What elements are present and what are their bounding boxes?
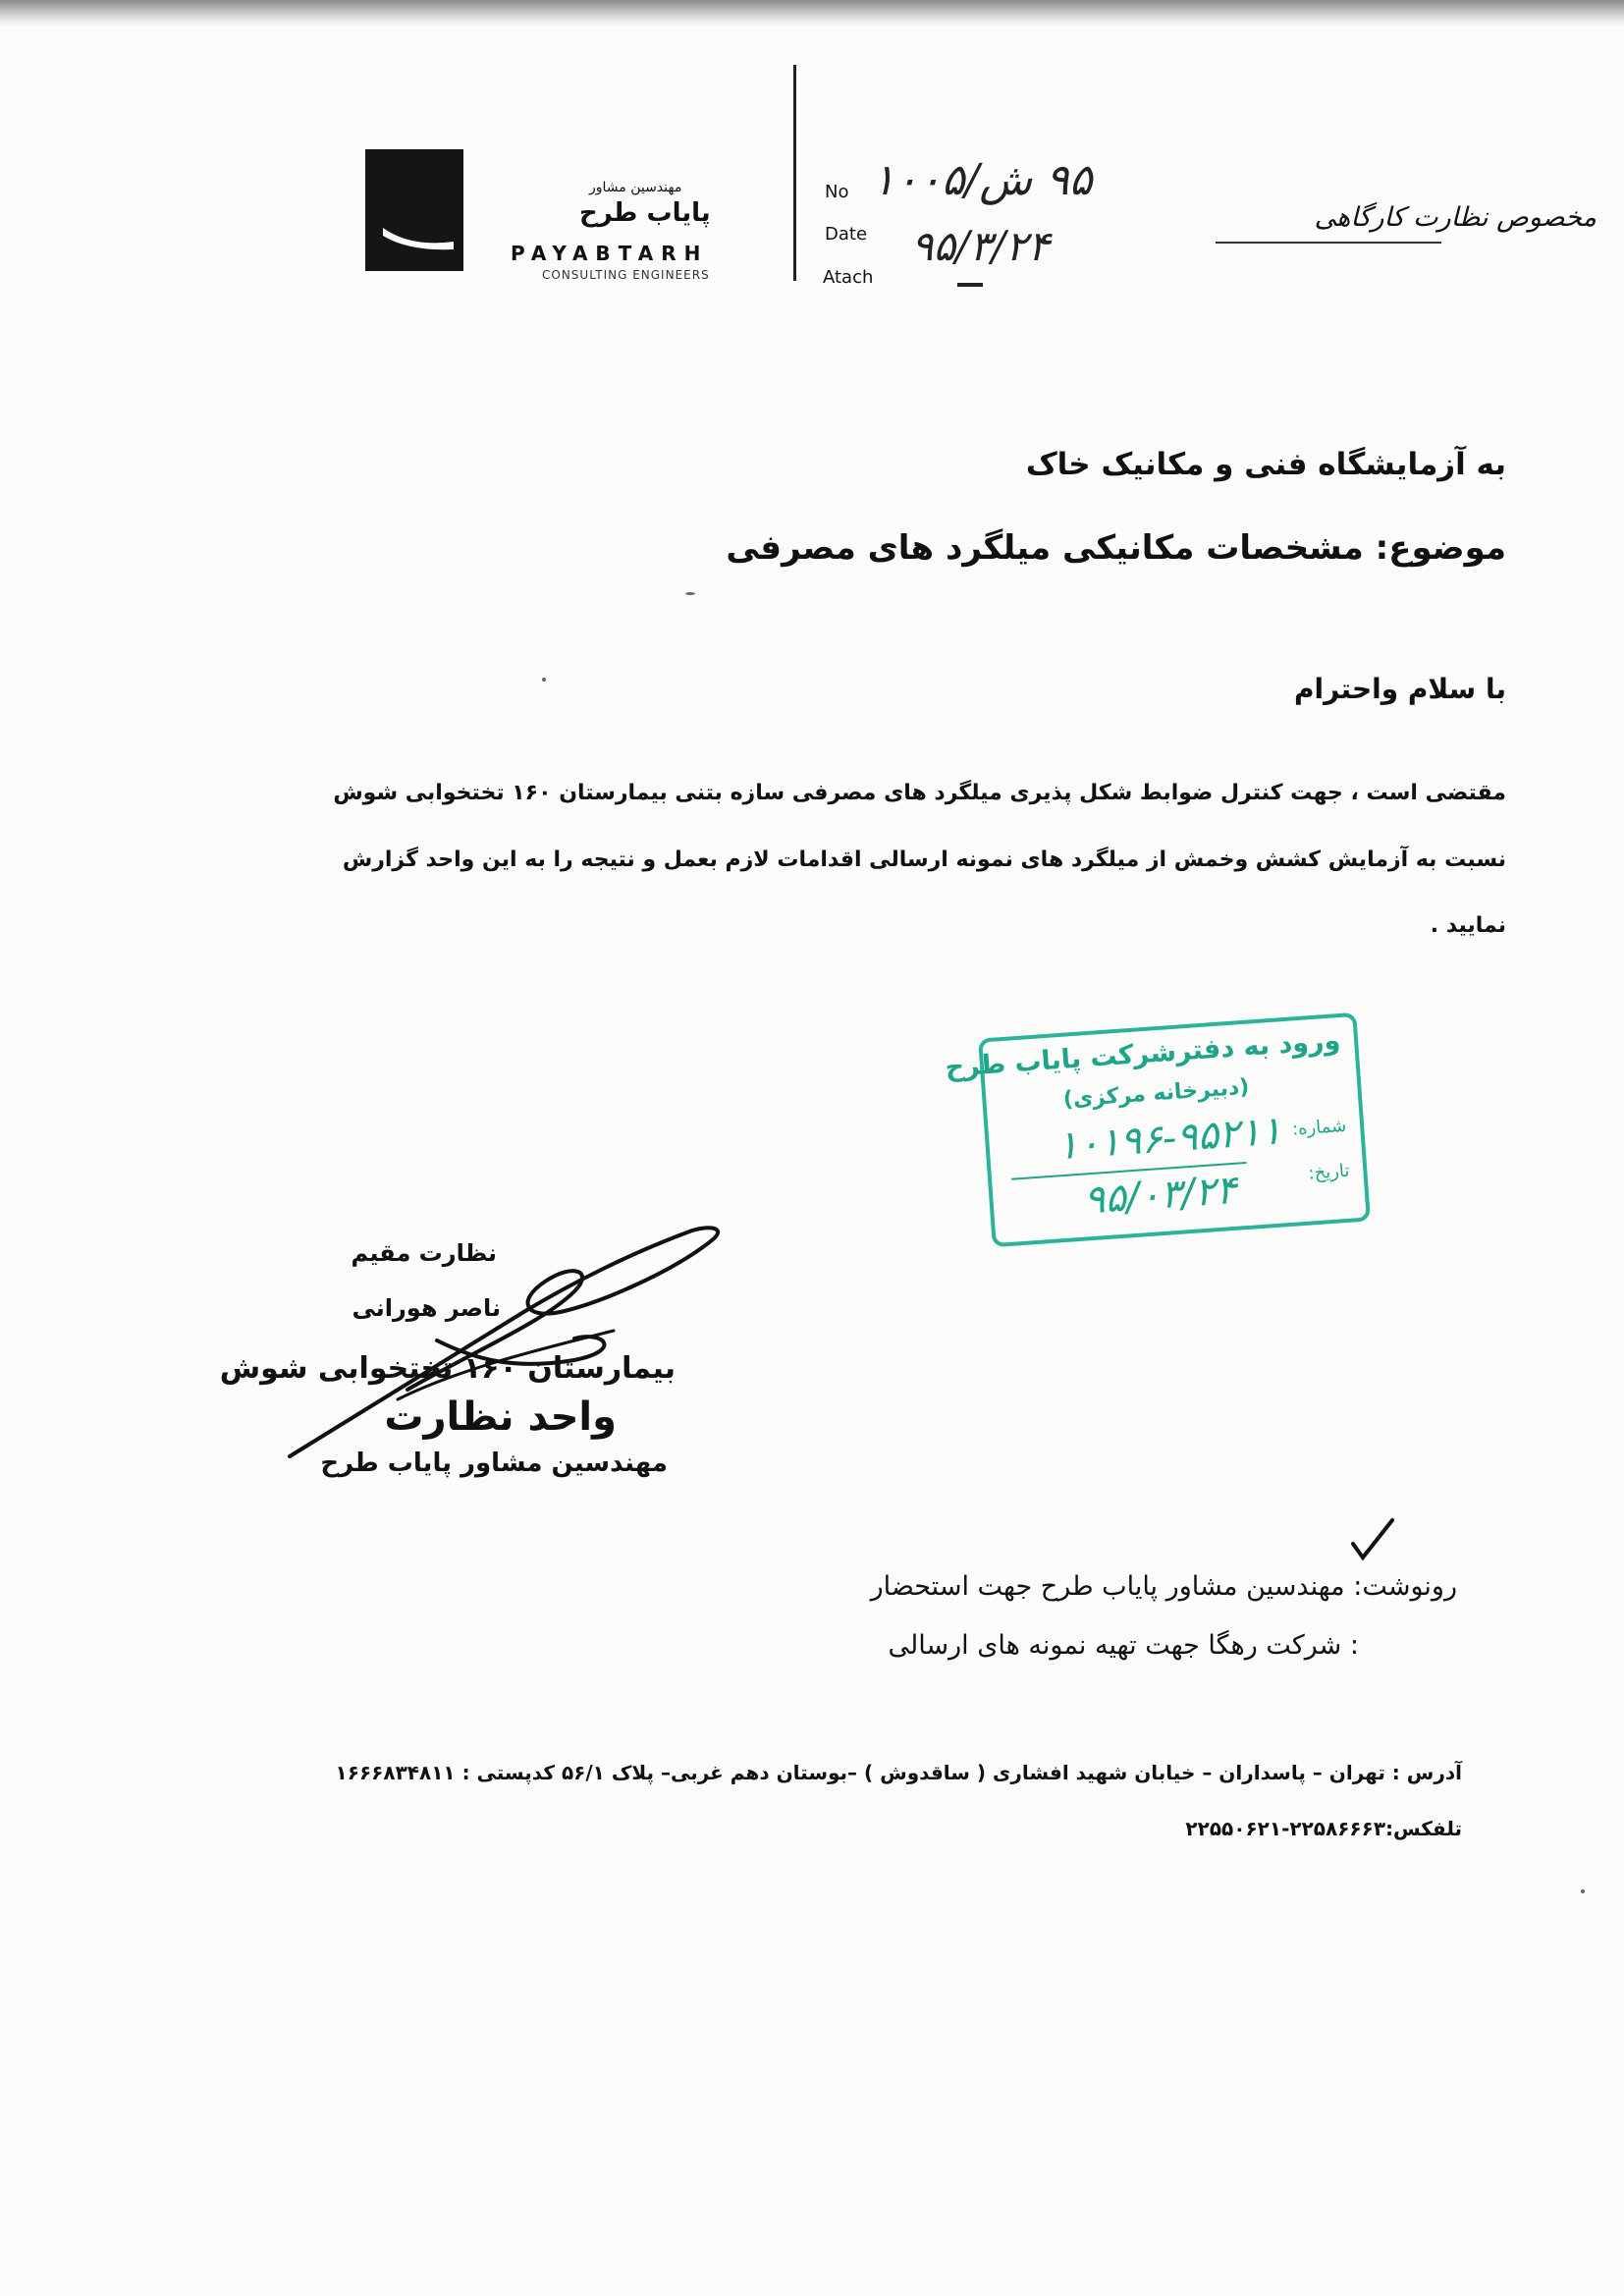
stamp-number-label: شماره: xyxy=(1291,1115,1347,1140)
logo-persian-name: پایاب طرح xyxy=(579,198,711,228)
confidential-note: مخصوص نظارت کارگاهی xyxy=(1314,202,1597,233)
footer-address: آدرس : تهران – پاسداران – خیابان شهید افشاری ( ساقدوش ) –بوستان دهم غربی– پلاک ۵۶/۱ کدپستی : ۱۶۶۶۸۳۴۸۱۱ xyxy=(335,1761,1462,1784)
stamp-date: ۹۵/۰۳/۲۴ xyxy=(1082,1167,1239,1224)
confidential-underline xyxy=(1216,242,1441,244)
attachment-label: Atach xyxy=(823,267,874,288)
body-line: مقتضی است ، جهت کنترل ضوابط شکل پذیری میلگرد های مصرفی سازه بتنی بیمارستان ۱۶۰ تختخوابی شوش xyxy=(333,781,1506,805)
copy-recipient: : شرکت رهگا جهت تهیه نمونه های ارسالی xyxy=(888,1630,1359,1661)
logo-english-name: PAYABTARH xyxy=(511,242,709,265)
handwritten-signature xyxy=(280,1223,731,1458)
stamp-date-label: تاریخ: xyxy=(1307,1160,1351,1184)
signer-name: ناصر هورانی xyxy=(352,1294,501,1322)
letter-date: ۹۵/۳/۲۴ xyxy=(911,222,1051,270)
checkmark-icon xyxy=(1349,1516,1394,1561)
subject-line: موضوع: مشخصات مکانیکی میلگرد های مصرفی xyxy=(726,528,1506,568)
scan-top-shadow xyxy=(0,0,1624,26)
stamp-subtitle: (دبیرخانه مرکزی) xyxy=(1062,1074,1251,1113)
scan-speck xyxy=(685,592,695,595)
letter-number: ۹۵ ش/۱۰۰۵ xyxy=(872,155,1093,205)
logo-english-subtitle: CONSULTING ENGINEERS xyxy=(542,268,710,282)
stamp-number: ۱۰۱۹۶-۹۵۲۱۱ xyxy=(1056,1108,1283,1170)
stamp-title: ورود به دفترشرکت پایاب طرح xyxy=(944,1025,1342,1084)
signature-stamp-hospital: بیمارستان ۱۶۰ تختخوابی شوش xyxy=(219,1351,676,1386)
header-divider xyxy=(793,65,796,281)
attachment-dash xyxy=(957,283,983,287)
scan-speck xyxy=(1581,1889,1585,1893)
date-label: Date xyxy=(825,224,868,245)
recipient: به آزمایشگاه فنی و مکانیک خاک xyxy=(1025,447,1506,482)
footer-phone: تلفکس:۲۲۵۸۶۶۶۳-۲۲۵۵۰۶۲۱ xyxy=(1185,1817,1462,1840)
company-logo xyxy=(365,149,463,271)
logo-mark-icon xyxy=(381,222,456,251)
scan-speck xyxy=(542,678,546,682)
body-line: نسبت به آزمایش کشش وخمش از میلگرد های نمونه ارسالی اقدامات لازم بعمل و نتیجه را به این واحد گزارش xyxy=(342,847,1506,872)
body-line: نمایید . xyxy=(1430,913,1506,938)
signature-stamp-unit: واحد نظارت xyxy=(384,1394,617,1440)
signature-stamp-firm: مهندسین مشاور پایاب طرح xyxy=(320,1449,668,1478)
registry-stamp xyxy=(944,1012,1371,1247)
number-label: No xyxy=(825,182,849,202)
signer-title: نظارت مقیم xyxy=(351,1239,497,1267)
copy-recipient: رونوشت: مهندسین مشاور پایاب طرح جهت استحضار xyxy=(870,1571,1457,1602)
greeting: با سلام واحترام xyxy=(1294,673,1506,705)
logo-persian-subtitle: مهندسین مشاور xyxy=(589,180,682,195)
